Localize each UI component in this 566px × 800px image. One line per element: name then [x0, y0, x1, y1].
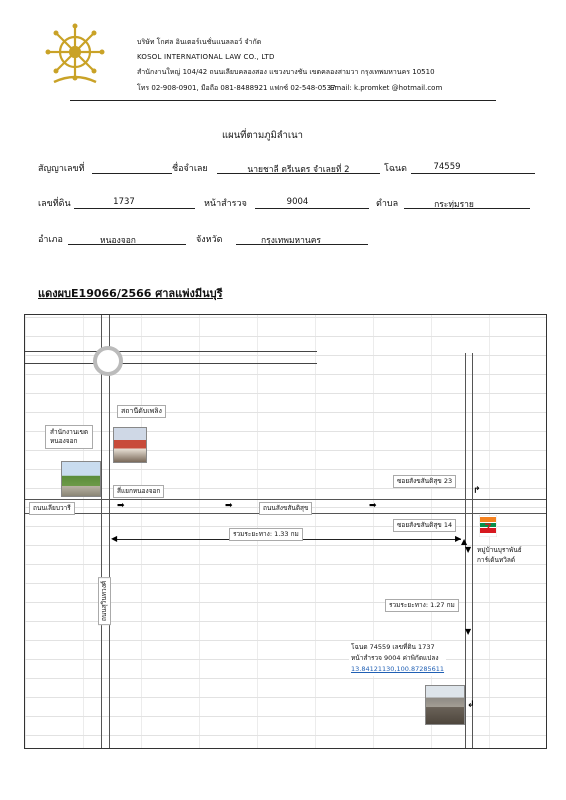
company-phone: โทร 02-908-0901, มือถือ 081-8488921 แฟกซ์ 02-548-0537: [137, 84, 336, 92]
subdistrict-label: ตำบล: [376, 199, 399, 209]
company-name-th: บริษัท โกศล อินเตอร์เนชั่นแนลลอว์ จำกัด: [137, 38, 262, 46]
deed-underline: [411, 173, 535, 174]
header-rule: [70, 100, 496, 101]
plot-survey-line: หน้าสำรวจ 9004 ค่าพิกัดแปลง: [351, 654, 439, 662]
plot-coordinates-link[interactable]: 13.84121130,100.87285611: [351, 665, 445, 673]
district-office-photo: [61, 461, 101, 497]
intersection-label: สี่แยกหนองจอก: [113, 485, 164, 498]
company-email: Email: k.promket @hotmail.com: [330, 84, 443, 92]
road-liap-label: ถนนเลียบวารี: [29, 502, 75, 515]
contract-label: สัญญาเลขที่: [38, 164, 85, 174]
document-title: แผนที่ตามภูมิลำเนา: [222, 130, 303, 141]
arrow-up-icon: ▲: [461, 537, 468, 546]
turn-arrow-icon: ↲: [467, 700, 475, 710]
soi-23-label: ซอยสังขสันติสุข 23: [393, 475, 456, 488]
land-no-underline: [74, 208, 195, 209]
company-address: สำนักงานใหญ่ 104/42 ถนนเลียบคลองสอง แขวงบางชัน เขตคลองสามวา กรุงเทพมหานคร 10510: [137, 68, 435, 76]
dharma-wheel-logo-icon: [44, 22, 106, 86]
district-value: หนองจอก: [100, 236, 136, 246]
right-road-right-edge: [472, 353, 473, 748]
land-no-label: เลขที่ดิน: [38, 199, 71, 209]
seven-eleven-logo-icon: [479, 515, 497, 537]
top-road-line-2: [25, 363, 317, 364]
turn-arrow-icon: ↱: [473, 486, 481, 496]
soi-14-label: ซอยสังขสันติสุข 14: [393, 519, 456, 532]
arrow-right-icon: ▶: [455, 534, 462, 543]
survey-value: 9004: [286, 197, 309, 207]
svg-text:7: 7: [484, 521, 492, 535]
arrow-down-icon: ▼: [465, 545, 472, 554]
arrow-right-icon: ➡: [117, 501, 125, 511]
plot-deed-line: โฉนด 74559 เลขที่ดิน 1737: [351, 643, 435, 651]
district-office-label: [45, 425, 93, 449]
main-road-right-edge: [109, 315, 110, 748]
deed-label: โฉนด: [384, 164, 407, 174]
subdistrict-value: กระทุ่มราย: [434, 200, 474, 210]
distance-2-label: รวมระยะทาง: 1.27 กม: [385, 599, 459, 612]
house-photo: [425, 685, 465, 725]
debtor-label: ชื่อจำเลย: [172, 164, 208, 174]
main-road-top-edge: [25, 499, 546, 500]
fire-station-label: สถานีดับเพลิง: [117, 405, 166, 418]
main-road-left-edge: [101, 315, 102, 748]
survey-underline: [255, 208, 369, 209]
fire-station-photo: [113, 427, 147, 463]
arrow-left-icon: ◀: [111, 534, 118, 543]
province-label: จังหวัด: [196, 235, 223, 245]
plot-info: [349, 641, 446, 676]
village-label: [477, 545, 522, 565]
contract-underline: [92, 173, 172, 174]
company-name-en: KOSOL INTERNATIONAL LAW CO., LTD: [137, 53, 275, 61]
survey-label: หน้าสำรวจ: [204, 199, 247, 209]
distance-1-label: รวมระยะทาง: 1.33 กม: [229, 528, 303, 541]
arrow-down-icon: ▼: [465, 627, 472, 636]
district-office-label-line2: หนองจอก: [50, 437, 78, 445]
land-no-value: 1737: [113, 197, 135, 207]
road-sangkhasantisuk-label: ถนนสังขสันติสุข: [259, 502, 312, 515]
arrow-right-icon: ➡: [225, 501, 233, 511]
arrow-right-icon: ➡: [369, 501, 377, 511]
case-reference: แดงผบE19066/2566 ศาลแพ่งมีนบุรี: [38, 287, 223, 300]
district-office-label-line1: สำนักงานเขต: [50, 428, 89, 436]
province-value: กรุงเทพมหานคร: [260, 236, 321, 246]
deed-value: 74559: [433, 162, 461, 172]
debtor-value: นายชาลี ตรีเนตร จำเลยที่ 2: [247, 165, 350, 175]
road-suwinthawong-label: ถนนสุวินทวงศ์: [98, 577, 111, 625]
village-label-line1: หมู่บ้านบุราพันธ์: [477, 546, 522, 554]
district-label: อำเภอ: [38, 235, 63, 245]
village-label-line2: การ์เด้นทวิลด์: [477, 556, 516, 564]
roundabout: [93, 346, 123, 376]
location-map: [24, 314, 547, 749]
top-road-line-1: [25, 351, 317, 352]
